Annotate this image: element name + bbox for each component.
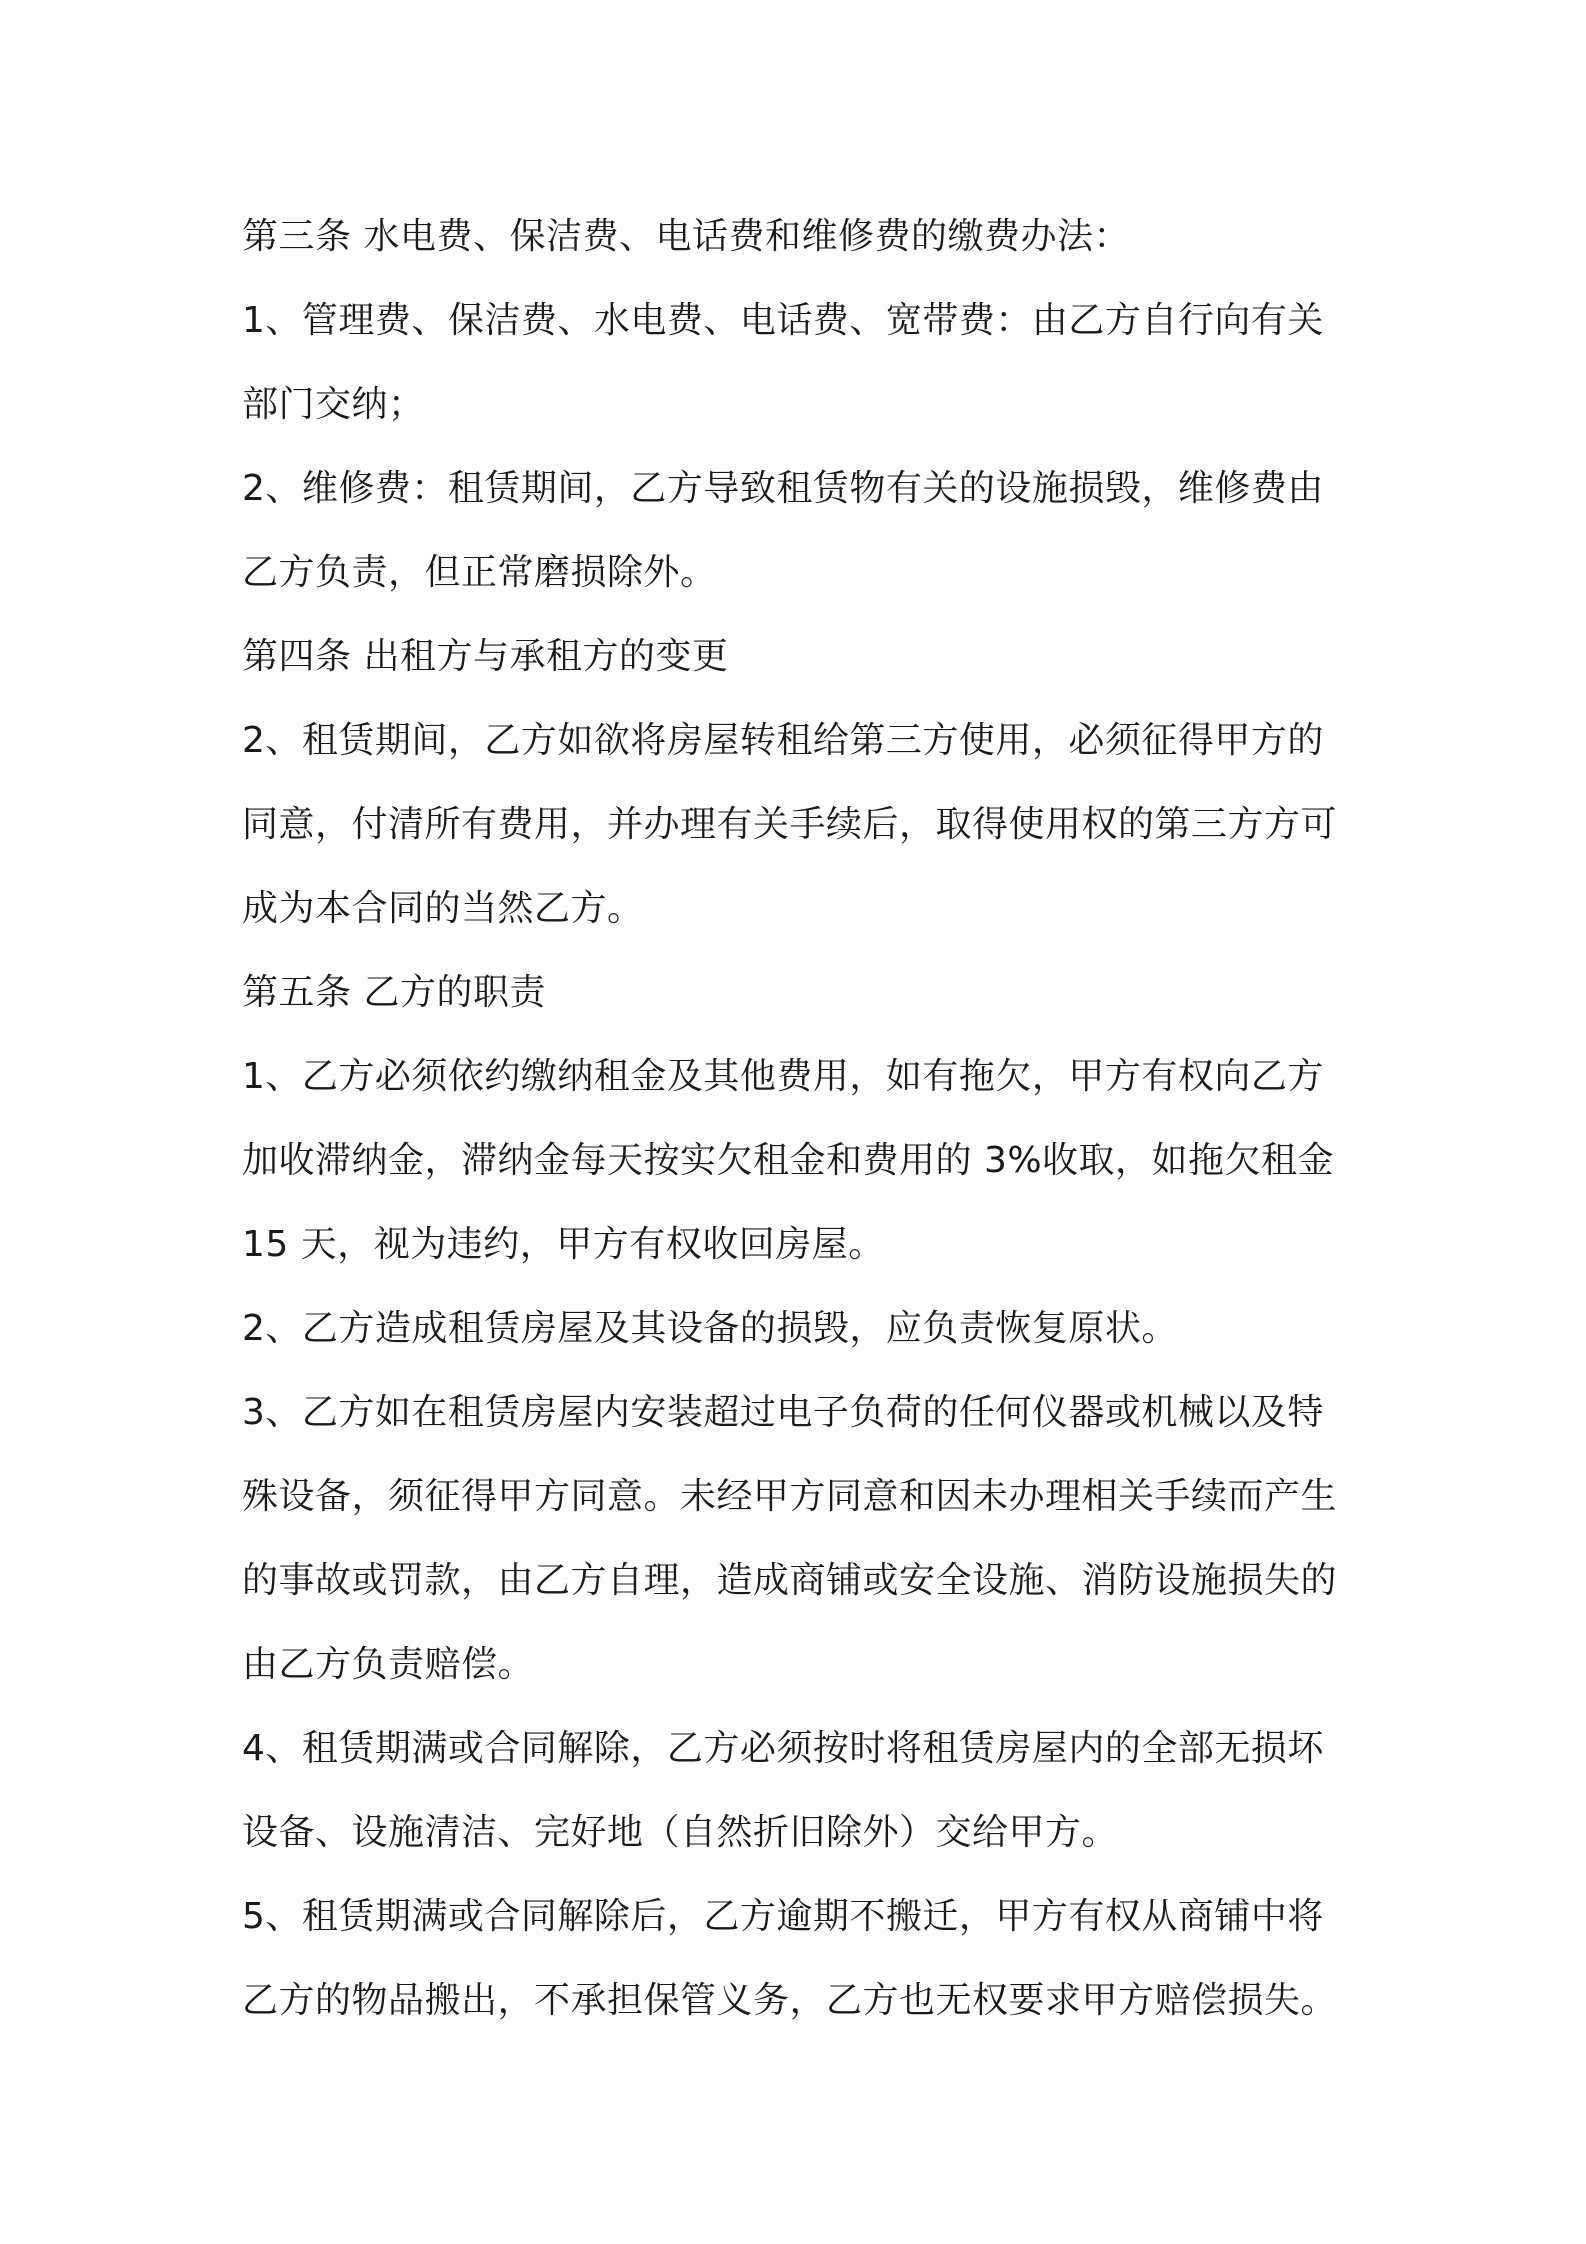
text-line: 5、租赁期满或合同解除后，乙方逾期不搬迁，甲方有权从商铺中将 — [242, 1896, 1324, 1937]
text-line: 设备、设施清洁、完好地（自然折旧除外）交给甲方。 — [242, 1812, 1119, 1853]
text-line: 由乙方负责赔偿。 — [242, 1644, 535, 1685]
text-line: 2、租赁期间，乙方如欲将房屋转租给第三方使用，必须征得甲方的 — [242, 720, 1324, 761]
text-line: 殊设备，须征得甲方同意。未经甲方同意和因未办理相关手续而产生 — [242, 1476, 1338, 1517]
text-line: 2、乙方造成租赁房屋及其设备的损毁，应负责恢复原状。 — [242, 1308, 1178, 1349]
text-line: 2、维修费：租赁期间，乙方导致租赁物有关的设施损毁，维修费由 — [242, 468, 1324, 509]
text-line: 的事故或罚款，由乙方自理，造成商铺或安全设施、消防设施损失的 — [242, 1560, 1338, 1601]
text-line: 部门交纳； — [242, 384, 425, 425]
text-line: 同意，付清所有费用，并办理有关手续后，取得使用权的第三方方可 — [242, 804, 1338, 845]
text-line: 4、租赁期满或合同解除，乙方必须按时将租赁房屋内的全部无损坏 — [242, 1728, 1324, 1769]
clause-4-heading: 第四条 出租方与承租方的变更 — [242, 636, 729, 677]
text-line: 乙方负责，但正常磨损除外。 — [242, 552, 717, 593]
text-line: 加收滞纳金，滞纳金每天按实欠租金和费用的 3%收取，如拖欠租金 — [242, 1140, 1335, 1181]
document-page — [242, 195, 1362, 2043]
text-line: 1、管理费、保洁费、水电费、电话费、宽带费：由乙方自行向有关 — [242, 300, 1324, 341]
text-line: 3、乙方如在租赁房屋内安装超过电子负荷的任何仪器或机械以及特 — [242, 1392, 1324, 1433]
text-line: 乙方的物品搬出，不承担保管义务，乙方也无权要求甲方赔偿损失。 — [242, 1980, 1338, 2021]
text-line: 15 天，视为违约，甲方有权收回房屋。 — [242, 1224, 885, 1265]
text-line: 成为本合同的当然乙方。 — [242, 888, 644, 929]
clause-5-heading: 第五条 乙方的职责 — [242, 972, 546, 1013]
clause-3-heading: 第三条 水电费、保洁费、电话费和维修费的缴费办法： — [242, 216, 1130, 257]
text-line: 1、乙方必须依约缴纳租金及其他费用，如有拖欠，甲方有权向乙方 — [242, 1056, 1324, 1097]
